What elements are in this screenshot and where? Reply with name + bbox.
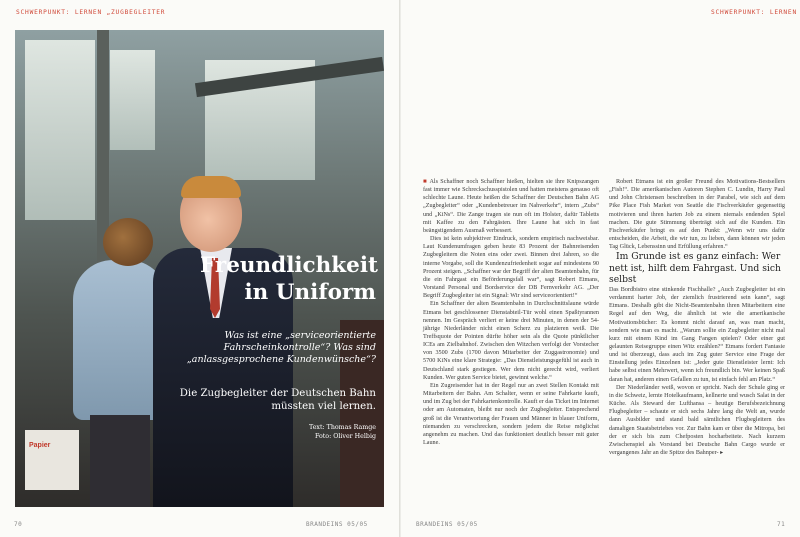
credit-photo: Foto: Oliver Helbig (314, 433, 376, 440)
paragraph: Ein Zugreisender hat in der Regel nur an zwei Stellen Kontakt mit Mitarbeitern der Bahn. Am Schalter, wenn er seine Fahrkarte kauft, und im Zug bei der Fahrkartenkontrolle. Kauft er das Ticket im Internet oder am Automaten, bleibt nur noch der Zugbegleiter. Entsprechend groß ist die Verantwortung der Frauen und Männer in blauer Uniform, niemanden zu verschrecken, sondern jedem die Reise möglichst angenehm zu machen. Und das funktioniert deutlich besser mit guter Laune. (423, 382, 599, 446)
paragraph: Dies ist kein subjektiver Eindruck, sondern empirisch nachweisbar. Laut Kundenumfragen geben heute 83 Prozent der Bahnreisenden Zugbegleitern die Noten eins oder zwei. Binnen drei Jahren, so die interne Vorgabe, soll die Kundenzufriedenheit sogar auf mindestens 90 Prozent steigen. „Schaffner war der Begriff der alten Beamtenbahn, für die ein Fahrgast ein Beförderungsfall war“, sagt Robert Etmans, Vorstand Personal und Bordservice der DB Fernverkehr AG. „Der Begriff Zugbegleiter ist ein Signal: Wir sind serviceorientiert!“ (423, 236, 599, 300)
article-headline (200, 252, 376, 306)
running-head-left: SCHWERPUNKT: LERNEN „ZUGBEGLEITER (16, 9, 166, 16)
page-number-right: 71 (777, 521, 786, 528)
paragraph: Robert Etmans ist ein großer Freund des Motivations-Bestsellers „Fish!“. Die amerikanischen Autoren Stephen C. Lundin, Harry Paul und John Christensen beschreiben in der Parabel, wie sich auf dem Pike Place Fish Market von Seattle die Fischverkäufer gegenseitig motivieren und ihren harten Job zu einem niemals endenden Spiel machen. Die gute Stimmung überträgt sich auf die Kunden. Ein Fischverkäufer bringt es auf den Punkt: „Wenn wir uns dafür entscheiden, die Arbeit, die wir tun, zu lieben, dann können wir jeden Tag Glück, Lebenssinn und Erfüllung erfahren.“ (609, 179, 785, 251)
conductor-hair (181, 176, 241, 198)
start-bullet-icon: ■ (423, 179, 430, 185)
footer-magazine-right: BRANDEINS 05/05 (416, 521, 478, 528)
pull-quote: Im Grunde ist es ganz einfach: Wer nett ist, hilft dem Fahrgast. Und sich selbst (609, 251, 781, 286)
paragraph: ■ Als Schaffner noch Schaffner hießen, hielten sie ihre Knipszangen fast immer wie Schreckschusspistolen und hatten meistens genauso oft schlechte Laune. Heute heißen die Schaffner der Deutschen Bahn AG „Zugbegleiter“ oder „Kundenbetreuer im Nahverkehr“, intern „Zubs“ und „KiNs“. Die Zange tragen sie nun oft im Holster, dafür Tabletts mit Kaffee zu den Fahrgästen. Ihre Laune hat sich in fast beängstigendem Ausmaß verbessert. (423, 179, 599, 234)
headline-line-1: Freundlichkeit (200, 253, 378, 278)
footer-magazine-left: BRANDEINS 05/05 (306, 521, 368, 528)
article-deck: Was ist eine „serviceorientierte Fahrscheinkontrolle“? Was sind „anlassgesprochene Kundenwünsche“? (186, 330, 376, 365)
window-center (110, 50, 155, 150)
kiosk-sign-text: Papier (29, 442, 51, 449)
running-head-right: SCHWERPUNKT: LERNEN (711, 9, 797, 16)
body-column-1 (423, 178, 599, 447)
headline-line-2: in Uniform (244, 280, 376, 305)
page-gutter (399, 0, 401, 537)
body-column-2 (609, 178, 785, 457)
woman-head (103, 218, 153, 266)
paragraph: Der Niederländer weiß, wovon er spricht. Nach der Schule ging er in die Schweiz, lernte Hotelkaufmann, kellnerte und wusch Salat in der Küche. Als Steward der Lufthansa – heutige Berufsbezeichnung Flugbegleiter – schaute er sich sechs Jahre lang die Welt an, wurde dann Ausbilder und stand bald sämtlichen Flugbegleitern des damaligen Staatsbetriebes vor. Zur Bahn kam er über die Mitropa, bei der er sich bis zum Chefposten hocharbeitete. Nach kurzem Zwischenspiel als Vorstand bei Deutsche Bahn Cargo wurde er vergangenes Jahr an die Spitze des Bahnper- ▸ (609, 384, 785, 457)
paragraph: Das Bordbistro eine stinkende Fischhalle? „Auch Zugbegleiter ist ein verdammt harter Job, der ziemlich frustrierend sein kann“, sagt Etmans. Deshalb gibt die Nicht-Beamtenbahn ihren Mitarbeitern eine Regel auf den Weg, die ähnlich ist wie die amerikanische Motivationsbücher: Es kommt nicht darauf an, was man macht, sondern wie man es macht. „Warum sollte ein Zugbegleiter nicht mal kurz mit einem Kind im Gang Fangen spielen? Oder einer gut gelaunten Reisegruppe einen Witz erzählen?“ Etmans fordert Fantasie und ist überzeugt, dass auch im Zug guter Service eine Frage der Einstellung jedes Einzelnen ist: „Jeder gute Dienstleister lernt: Ich habe selbst einen Mehrwert, wenn ich freundlich bin. Wer keinen Spaß daran hat, anderen einen Gefallen zu tun, ist einfach fehl am Platz.“ (609, 286, 785, 383)
page-number-left: 70 (14, 521, 23, 528)
window-left (25, 40, 95, 220)
kiosk-sign (25, 430, 79, 490)
credit-text: Text: Thomas Ramge (308, 424, 376, 431)
woman-legs (90, 415, 150, 507)
paragraph: Ein Schaffner der alten Beamtenbahn in Durchschnittslaune würde Etmans bei geschlossener Dienstabteil-Tür wohl einen Spaßtyrannen nennen. Im Gespräch verliert er keine drei Minuten, in denen der 54-jährige Niederländer nicht einen Scherz zu platzieren weiß. Die Treffsquote der Pointen dürfte höher sein als die Quote pünktlicher ICEs am Zielbahnhof. Zwischen den Witzchen verfolgt der Vorstecher von 3500 Zubs (1700 davon Mitarbeiter der Zuggastronomie) und 5700 KiNs eine klare Strategie: „Das Dienstleistungsgefühl ist auch in Deutschland stark gestiegen. Wer dem nicht gerecht wird, verliert Kunden. Wer guten Service bietet, gewinnt welche.“ (423, 301, 599, 381)
article-subdeck: Die Zugbegleiter der Deutschen Bahn müssten viel lernen. (179, 388, 376, 412)
article-credits (270, 423, 376, 441)
